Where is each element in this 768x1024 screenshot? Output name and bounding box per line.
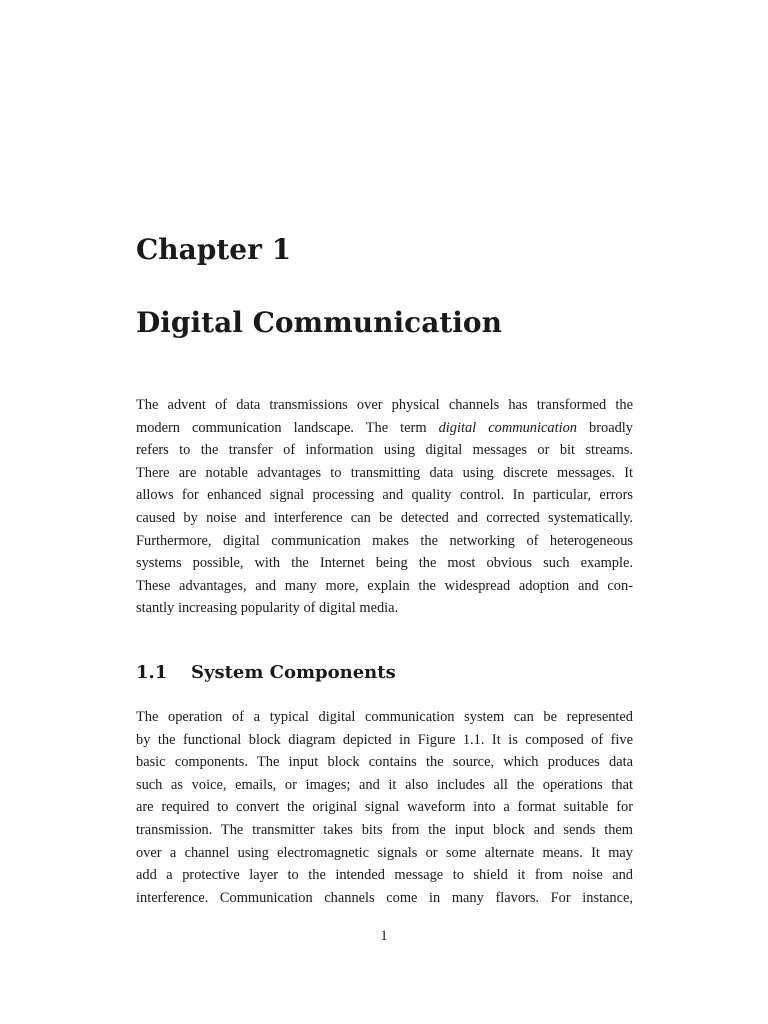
emphasized-term: digital communication (438, 419, 577, 436)
paragraph-line: The advent of data transmissions over physical channels has transformed the (136, 397, 633, 413)
paragraph-line: by the functional block diagram depicted in Figure 1.1. It is composed of five (136, 731, 633, 748)
paragraph-line: refers to the transfer of information using digital messages or bit streams. (136, 442, 633, 459)
section-title: System Components (191, 662, 396, 683)
paragraph-line-text: broadly (576, 419, 633, 436)
paragraph-line: add a protective layer to the intended message to shield it from noise and (136, 867, 633, 884)
paragraph-line (136, 417, 633, 440)
chapter-title: Digital Communication (136, 306, 502, 339)
section-paragraph (136, 706, 633, 909)
section-number: 1.1 (136, 662, 168, 683)
section-heading (136, 660, 396, 686)
paragraph-line: are required to convert the original signal waveform into a format suitable for (136, 799, 633, 816)
paragraph-line: The operation of a typical digital communication system can be represented (136, 709, 633, 725)
intro-paragraph (136, 394, 633, 620)
chapter-label: Chapter 1 (136, 233, 292, 266)
paragraph-line: allows for enhanced signal processing and quality control. In particular, errors (136, 487, 633, 504)
paragraph-line: such as voice, emails, or images; and it also includes all the operations that (136, 776, 633, 793)
paragraph-line: over a channel using electromagnetic signals or some alternate means. It may (136, 844, 633, 861)
paragraph-line: stantly increasing popularity of digital media. (136, 600, 399, 617)
paragraph-line: Furthermore, digital communication makes the networking of heterogeneous (136, 532, 633, 549)
paragraph-line: basic components. The input block contains the source, which produces data (136, 754, 633, 771)
page-number: 1 (380, 928, 388, 944)
paragraph-line: There are notable advantages to transmitting data using discrete messages. It (136, 464, 633, 481)
paragraph-line: systems possible, with the Internet being the most obvious such example. (136, 555, 633, 572)
paragraph-line: These advantages, and many more, explain the widespread adoption and con- (136, 577, 633, 594)
paragraph-line: transmission. The transmitter takes bits from the input block and sends them (136, 821, 633, 838)
paragraph-line: caused by noise and interference can be detected and corrected systematically. (136, 509, 633, 526)
paragraph-line: interference. Communication channels come in many flavors. For instance, (136, 889, 633, 906)
paragraph-line-text: modern communication landscape. The term (136, 419, 439, 436)
